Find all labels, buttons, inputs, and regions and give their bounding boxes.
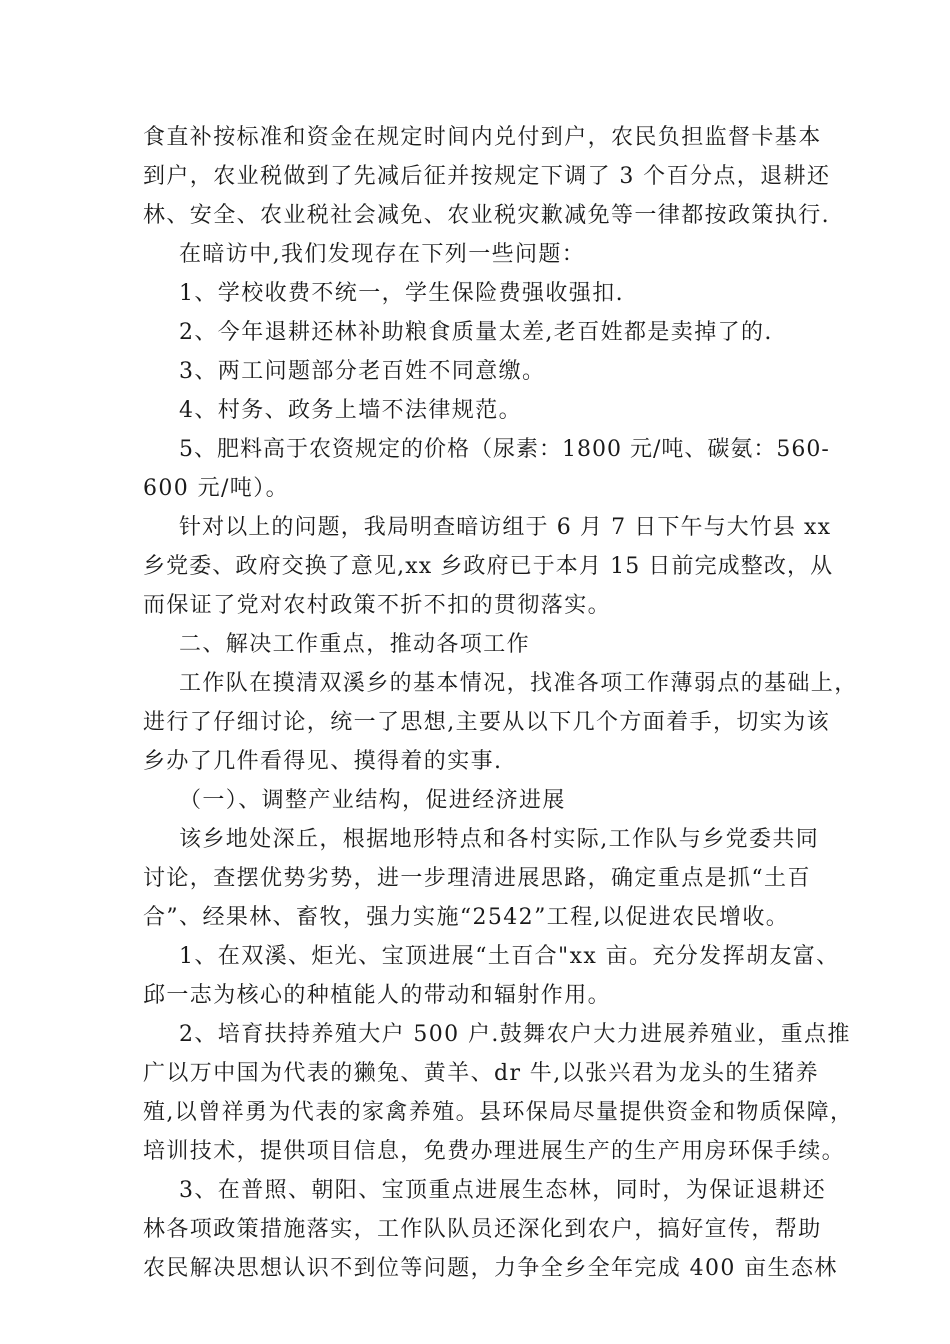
text-line: 培训技术，提供项目信息，免费办理进展生产的生产用房环保手续。 [143, 1139, 846, 1164]
text-line: 林各项政策措施落实，工作队队员还深化到农户，搞好宣传，帮助 [143, 1217, 822, 1242]
text-line: 该乡地处深丘，根据地形特点和各村实际,工作队与乡党委共同 [179, 827, 820, 852]
text-line: 600 元/吨）。 [143, 476, 289, 501]
text-line: 乡办了几件看得见、摸得着的实事. [143, 749, 503, 774]
list-item: 1、在双溪、炬光、宝顶进展“土百合"xx 亩。充分发挥胡友富、 [179, 944, 840, 969]
list-item: 5、肥料高于农资规定的价格（尿素：1800 元/吨、碳氨：560- [179, 437, 830, 462]
text-line: 讨论，查摆优势劣势，进一步理清进展思路，确定重点是抓“土百 [143, 866, 811, 891]
text-line: 殖,以曾祥勇为代表的家禽养殖。县环保局尽量提供资金和物质保障， [143, 1100, 854, 1125]
text-line: 食直补按标准和资金在规定时间内兑付到户，农民负担监督卡基本 [143, 125, 822, 150]
list-item: 2、今年退耕还林补助粮食质量太差,老百姓都是卖掉了的. [179, 320, 773, 345]
text-line: 林、安全、农业税社会减免、农业税灾歉减免等一律都按政策执行. [143, 203, 830, 228]
text-line: 邱一志为核心的种植能人的带动和辐射作用。 [143, 983, 612, 1008]
list-item: 2、培育扶持养殖大户 500 户.鼓舞农户大力进展养殖业，重点推 [179, 1022, 851, 1047]
text-line: 针对以上的问题，我局明查暗访组于 6 月 7 日下午与大竹县 xx [179, 515, 832, 540]
text-line: 在暗访中,我们发现存在下列一些问题： [179, 242, 586, 267]
text-line: 乡党委、政府交换了意见,xx 乡政府已于本月 15 日前完成整改，从 [143, 554, 834, 579]
text-line: 合”、经果林、畜牧，强力实施“2542”工程,以促进农民增收。 [143, 905, 790, 930]
subsection-heading: （一）、调整产业结构，促进经济进展 [179, 788, 566, 813]
text-line: 农民解决思想认识不到位等问题，力争全乡全年完成 400 亩生态林 [143, 1256, 838, 1281]
list-item: 1、学校收费不统一，学生保险费强收强扣. [179, 281, 624, 306]
text-line: 广以万中国为代表的獭兔、黄羊、dr 牛,以张兴君为龙头的生猪养 [143, 1061, 819, 1086]
list-item: 4、村务、政务上墙不法律规范。 [179, 398, 522, 423]
text-line: 进行了仔细讨论，统一了思想,主要从以下几个方面着手，切实为该 [143, 710, 830, 735]
text-line: 而保证了党对农村政策不折不扣的贯彻落实。 [143, 593, 612, 618]
section-heading: 二、解决工作重点，推动各项工作 [179, 632, 531, 657]
text-line: 工作队在摸清双溪乡的基本情况，找准各项工作薄弱点的基础上， [179, 671, 858, 696]
list-item: 3、两工问题部分老百姓不同意缴。 [179, 359, 546, 384]
text-line: 到户，农业税做到了先减后征并按规定下调了 3 个百分点，退耕还 [143, 164, 831, 189]
document-body [143, 118, 858, 1288]
list-item: 3、在普照、朝阳、宝顶重点进展生态林，同时，为保证退耕还 [179, 1178, 827, 1203]
